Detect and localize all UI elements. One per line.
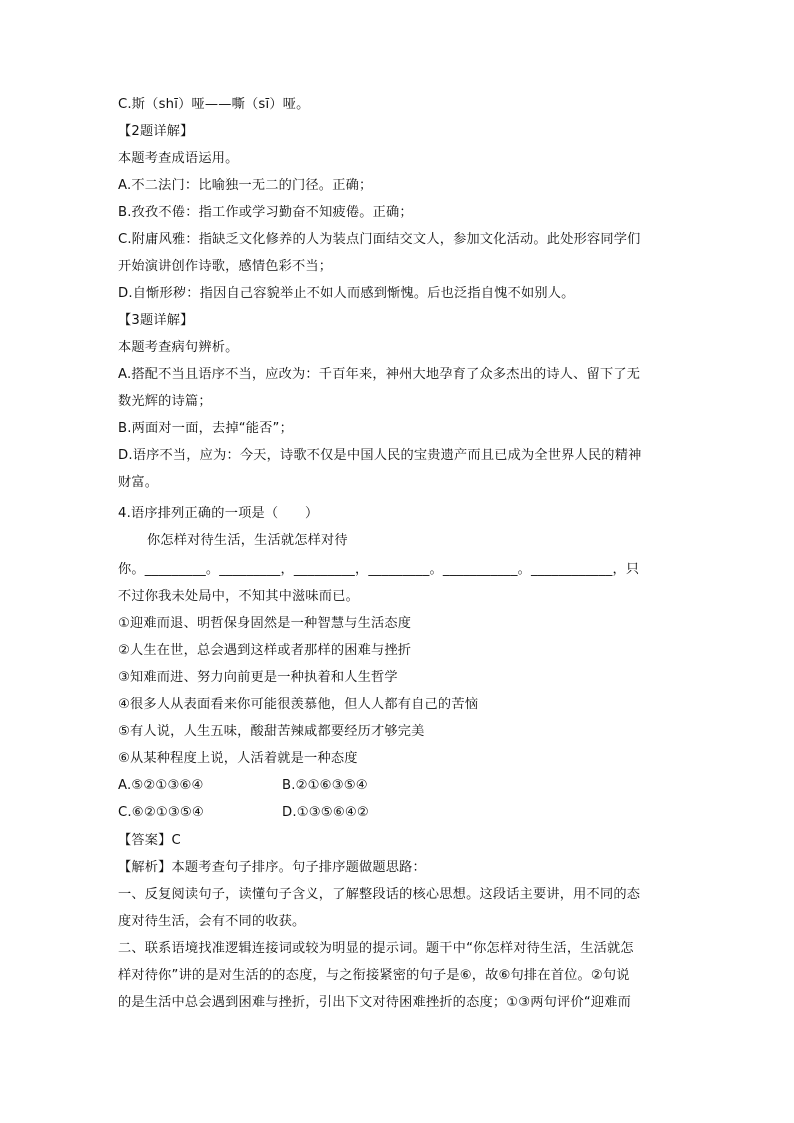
text-line: 开始演讲创作诗歌，感情色彩不当； [118,259,333,274]
sentence-5: ⑤有人说，人生五味，酸甜苦辣咸都要经历才够完美 [118,724,425,739]
text-line: 一、反复阅读句子，读懂句子含义，了解整段话的核心思想。这段话主要讲，用不同的态 [118,887,641,902]
question-title: 4.语序排列正确的一项是（ ） [118,506,319,521]
sentence-4: ④很多人从表面看来你可能很羡慕他，但人人都有自己的苦恼 [118,697,479,712]
option-a: A.⑤②①③⑥④ [118,778,204,793]
option-b: B.②①⑥③⑤④ [282,778,368,793]
text-line: A.搭配不当且语序不当，应改为：千百年来，神州大地孕育了众多杰出的诗人、留下了无 [118,367,641,382]
sentence-6: ⑥从某种程度上说，人活着就是一种态度 [118,751,358,766]
text-line: B.两面对一面，去掉“能否”； [118,421,293,436]
text-line: C.附庸风雅：指缺乏文化修养的人为装点门面结交文人，参加文化活动。此处形容同学们 [118,232,641,247]
sentence-3: ③知难而进、努力向前更是一种执着和人生哲学 [118,670,398,685]
question-stem: 你怎样对待生活，生活就怎样对待 [147,533,348,548]
text-line: B.孜孜不倦：指工作或学习勤奋不知疲倦。正确； [118,205,413,220]
text-line: 财富。 [118,475,159,490]
options-row-1 [118,772,678,799]
text-line: 二、联系语境找准逻辑连接词或较为明显的提示词。题干中“你怎样对待生活，生活就怎 [118,941,634,956]
option-c: C.⑥②①③⑤④ [118,805,204,820]
options-row-2 [118,799,678,826]
question-blanks: 你。_________。_________，_________，_________。___________。____________，只 [118,562,640,577]
analysis-heading: 【解析】本题考查句子排序。句子排序题做题思路： [118,860,426,875]
text-line: D.自惭形秽：指因自己容貌举止不如人而感到惭愧。后也泛指自愧不如别人。 [118,286,575,301]
text-line: C.斯（shī）哑——嘶（sī）哑。 [118,97,310,112]
sentence-2: ②人生在世，总会遇到这样或者那样的困难与挫折 [118,643,412,658]
text-line: A.不二法门：比喻独一无二的门径。正确； [118,178,373,193]
text-line: 的是生活中总会遇到困难与挫折，引出下文对待困难挫折的态度；①③两句评价“迎难而 [118,995,632,1010]
option-d: D.①③⑤⑥④② [282,805,369,820]
answer-line: 【答案】C [118,833,181,848]
text-line: D.语序不当，应为：今天，诗歌不仅是中国人民的宝贵遗产而且已成为全世界人民的精神 [118,448,642,463]
text-line: 样对待你”讲的是对生活的的态度，与之衔接紧密的句子是⑥，故⑥句排在首位。②句说 [118,968,630,983]
text-line: 本题考查成语运用。 [118,151,239,166]
section-heading: 【2题详解】 [118,124,194,139]
text-line: 不过你我未处局中，不知其中滋味而已。 [118,589,359,604]
text-line: 数光辉的诗篇； [118,394,212,409]
text-line: 度对待生活，会有不同的收获。 [118,914,306,929]
sentence-1: ①迎难而退、明哲保身固然是一种智慧与生活态度 [118,616,412,631]
text-line: 本题考查病句辨析。 [118,340,239,355]
section-heading: 【3题详解】 [118,313,194,328]
